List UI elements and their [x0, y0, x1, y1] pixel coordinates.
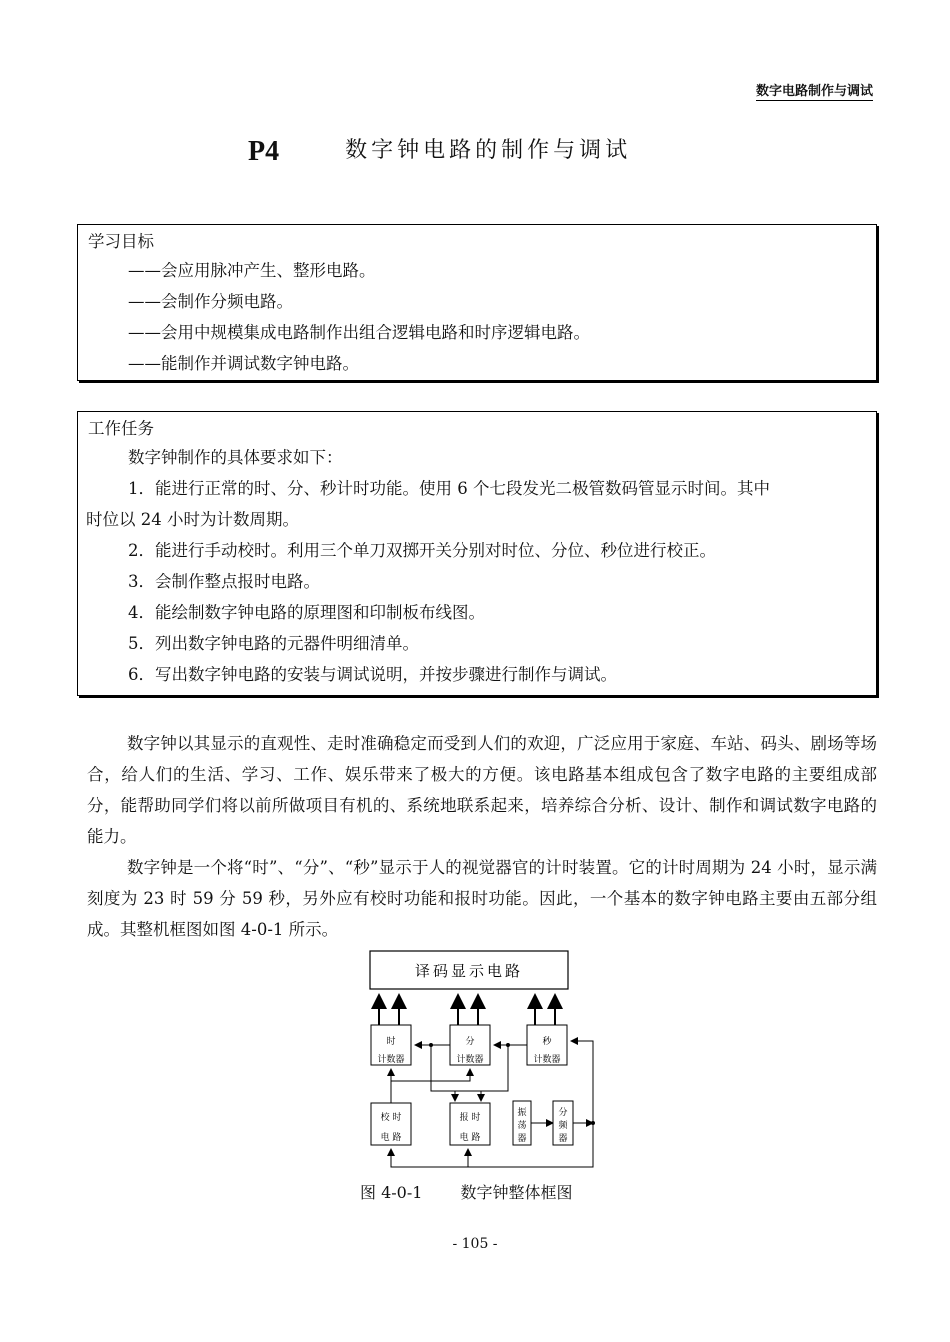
- hour-counter-top: 时: [386, 1037, 396, 1047]
- second-counter-bottom: 计数器: [533, 1055, 561, 1065]
- chapter-title: [248, 134, 631, 168]
- minute-counter-bottom: 计数器: [456, 1055, 484, 1065]
- task-item: 4．能绘制数字钟电路的原理图和印制板布线图。: [128, 603, 485, 622]
- goal-item: ——会应用脉冲产生、整形电路。: [128, 261, 376, 280]
- time-adjust-bottom: 电 路: [380, 1133, 402, 1143]
- chapter-name: 数字钟电路的制作与调试: [345, 138, 632, 163]
- body-paragraph-1: 数字钟以其显示的直观性、走时准确稳定而受到人们的欢迎，广泛应用于家庭、车站、码头、剧场等场合，给人们的生活、学习、工作、娱乐带来了极大的方便。该电路基本组成包含了数字电路的主要组成部分，能帮助同学们将以前所做项目有机的、系统地联系起来，培养综合分析、设计、制作和调试数字电路的能力。: [87, 734, 877, 846]
- learning-goals-box: [77, 224, 877, 381]
- goal-item: ——能制作并调试数字钟电路。: [128, 354, 359, 373]
- goal-item: ——会制作分频电路。: [128, 292, 293, 311]
- task-item-1-line2: 时位以 24 小时为计数周期。: [86, 510, 299, 529]
- figure-title: 数字钟整体框图: [460, 1183, 573, 1202]
- chime-top: 报 时: [459, 1113, 481, 1123]
- minute-counter-top: 分: [465, 1037, 475, 1047]
- figure-number: 图 4-0-1: [360, 1183, 423, 1202]
- hour-counter-bottom: 计数器: [377, 1055, 405, 1065]
- divider-char: 器: [558, 1134, 568, 1144]
- page-number: - 105 -: [452, 1236, 498, 1252]
- work-tasks-title: 工作任务: [88, 419, 154, 438]
- body-paragraph-2: 数字钟是一个将“时”、“分”、“秒”显示于人的视觉器官的计时装置。它的计时周期为 24 小时，显示满刻度为 23 时 59 分 59 秒，另外应有校时功能和报时功能。因此，一个基本的数字钟电路主要由五部分组成。其整机框图如图 4-0-1 所示。: [87, 858, 877, 939]
- oscillator-char: 振: [517, 1108, 527, 1118]
- oscillator-char: 荡: [517, 1121, 527, 1131]
- work-tasks-box: [77, 411, 877, 696]
- tasks-intro: 数字钟制作的具体要求如下：: [128, 448, 343, 467]
- task-item: 5．列出数字钟电路的元器件明细清单。: [128, 634, 419, 653]
- task-item-1: [78, 473, 876, 535]
- clock-block-diagram: [355, 945, 615, 1175]
- body-text: [87, 728, 877, 945]
- running-header: 数字电路制作与调试: [756, 80, 873, 101]
- task-item-1-line1: 1．能进行正常的时、分、秒计时功能。使用 6 个七段发光二极管数码管显示时间。其中: [128, 479, 770, 498]
- task-item: 6．写出数字钟电路的安装与调试说明，并按步骤进行制作与调试。: [128, 665, 617, 684]
- chime-bottom: 电 路: [459, 1133, 481, 1143]
- second-counter-top: 秒: [542, 1037, 552, 1047]
- divider-char: 分: [558, 1108, 568, 1118]
- task-item: 2．能进行手动校时。利用三个单刀双掷开关分别对时位、分位、秒位进行校正。: [128, 541, 716, 560]
- time-adjust-top: 校 时: [380, 1113, 402, 1123]
- task-item: 3．会制作整点报时电路。: [128, 572, 320, 591]
- display-label: 译码显示电路: [414, 962, 524, 980]
- chapter-number: P4: [248, 136, 280, 167]
- figure-caption: [360, 1180, 572, 1203]
- divider-char: 频: [558, 1121, 568, 1131]
- learning-goals-title: 学习目标: [88, 232, 154, 251]
- goal-item: ——会用中规模集成电路制作出组合逻辑电路和时序逻辑电路。: [128, 323, 590, 342]
- oscillator-char: 器: [517, 1134, 527, 1144]
